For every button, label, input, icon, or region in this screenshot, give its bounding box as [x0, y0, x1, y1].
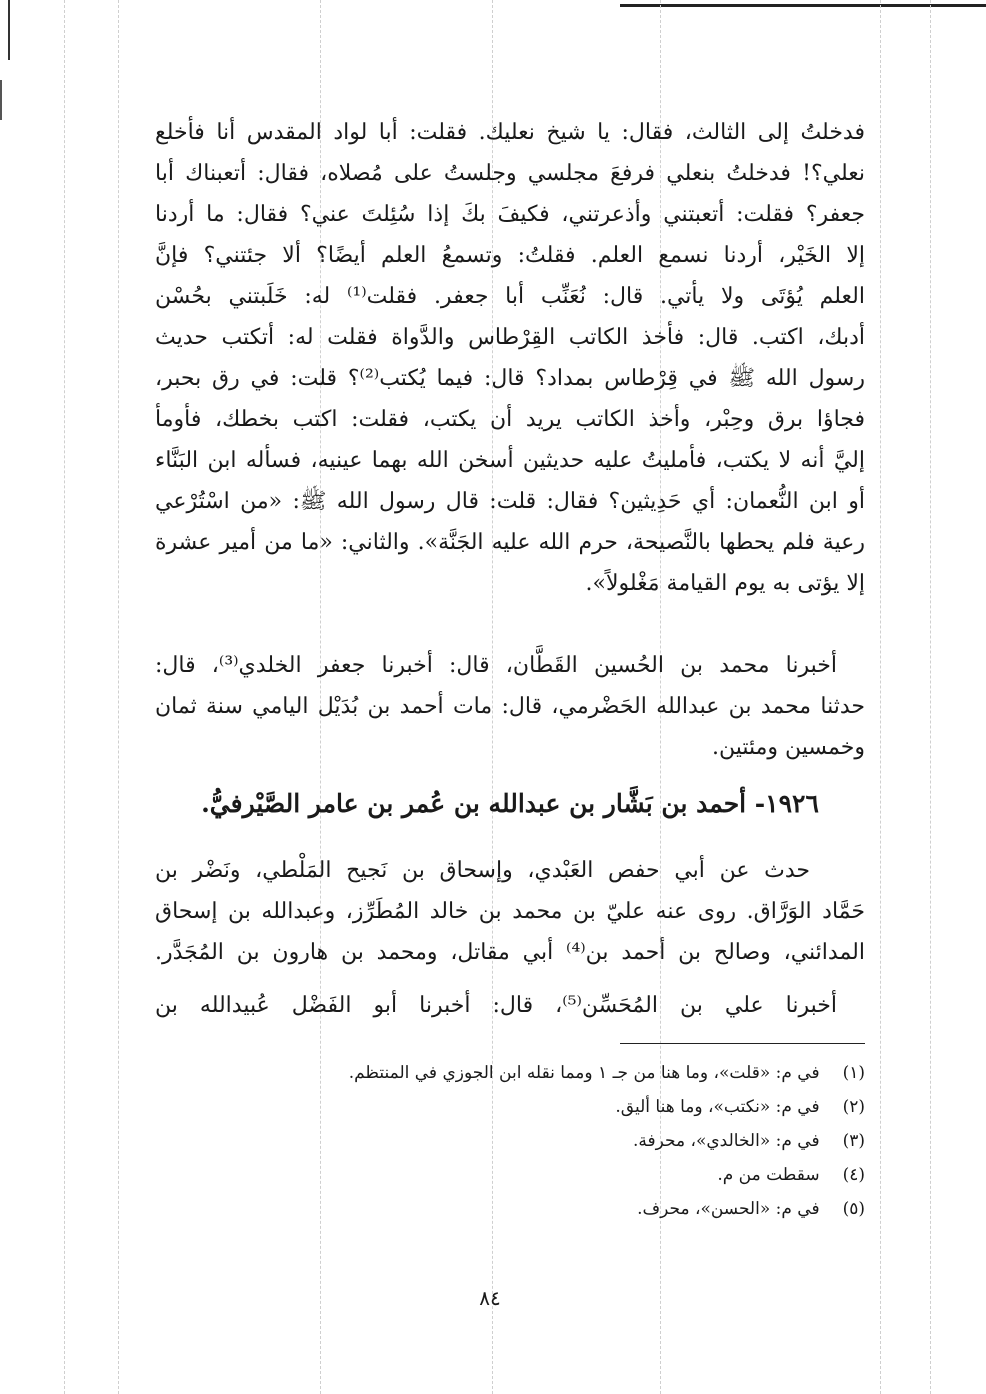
- footnote-text: في م: «قلت»، وما هنا من جـ ١ ومما نقله ابن الجوزي في المنتظم.: [348, 1063, 820, 1083]
- text-line: المدائني، وصالح بن أحمد بن⁽⁴⁾ أبي مقاتل، ومحمد بن هارون بن المُجَدَّر.: [155, 940, 865, 965]
- footnote-text: سقطت من م.: [717, 1165, 820, 1185]
- paragraph-narration: [155, 112, 865, 604]
- footnote-number: (٥): [842, 1199, 865, 1219]
- text-line: نعلي؟! فدخلتُ بنعلي فرفعَ مجلسي وجلستُ على مُصلاه، فقال: أتعبناك أبا: [155, 161, 865, 186]
- text-line: أخبرنا علي بن المُحَسِّن⁽⁵⁾، قال: أخبرنا أبو الفَضْل عُبيدالله بن: [155, 993, 837, 1018]
- text-line: أو ابن النُّعمان: أي حَدِيثين؟ فقال: قلت: قال رسول الله ﷺ: «من اسْتُرْعي: [155, 489, 865, 514]
- text-line: رسول الله ﷺ في قِرْطاس بمداد؟ قال: فيما يُكتب⁽²⁾؟ قلت: في رق بحبر،: [155, 366, 865, 391]
- text-line: جعفر؟ فقلت: أتعبتني وأذعرتني، فكيفَ بكَ إذا سُئِلتَ عني؟ فقال: ما أردنا: [155, 202, 865, 227]
- footnote-separator: [620, 1043, 865, 1044]
- scan-border-top: [620, 4, 986, 7]
- text-line: رعية فلم يحطها بالنَّصيحة، حرم الله عليه الجَنَّة». والثاني: «ما من أمير عشرة: [155, 530, 865, 555]
- text-line: حدث عن أبي حفص العَبْدي، وإسحاق بن نَجيح المَلْطي، ونَضْر بن: [155, 858, 810, 883]
- text-line: أدبك، اكتب. قال: فأخذ الكاتب القِرْطاس والدَّواة فقلت له: أتكتب حديث: [155, 325, 865, 350]
- text-line: وخمسين ومئتين.: [711, 735, 865, 760]
- scan-guide-line: [930, 0, 931, 1394]
- text-line: إلا الخَيْر، أردنا نسمع العلم. فقلتُ: وتسمعُ العلم أيضًا؟ ألا جئتني؟ فإنَّ: [155, 243, 865, 268]
- paragraph-isnad: [155, 645, 865, 768]
- text-line: حدثنا محمد بن عبدالله الحَضْرمي، قال: مات أحمد بن بُدَيْل اليامي سنة ثمان: [155, 694, 865, 719]
- footnote-number: (٤): [842, 1165, 865, 1185]
- entry-heading: ١٩٢٦- أحمد بن بَشَّار بن عبدالله بن عُمر بن عامر الصَّيْرفيُّ.: [201, 789, 819, 818]
- paragraph-isnad-continued: [155, 985, 865, 1026]
- footnote-number: (٣): [842, 1131, 865, 1151]
- text-line: إلا يؤتى به يوم القيامة مَغْلولاً».: [585, 571, 865, 596]
- text-line: حَمَّاد الوَرَّاق. روى عنه عليّ بن محمد بن خالد المُطَرِّز، وعبدالله بن إسحاق: [155, 899, 865, 924]
- scan-guide-line: [118, 0, 119, 1394]
- footnote-text: في م: «الخالدي»، محرفة.: [632, 1131, 820, 1151]
- footnote: [300, 1158, 865, 1192]
- footnotes: [300, 1056, 865, 1226]
- footnote-number: (١): [842, 1063, 865, 1083]
- footnote: [300, 1124, 865, 1158]
- footnote-text: في م: «نكتب»، وما هنا أليق.: [615, 1097, 820, 1117]
- scan-guide-line: [880, 0, 881, 1394]
- text-line: إليَّ أنه لا يكتب، فأمليتُ عليه حديثين أسخن الله بهما عينيه، فسأله ابن البَنَّاء: [155, 448, 865, 473]
- text-line: فجاؤا برق وحِبْر، وأخذ الكاتب يريد أن يكتب، فقلت: اكتب بخطك، فأومأ: [155, 407, 865, 432]
- scan-border-left: [8, 0, 10, 60]
- footnote: [300, 1192, 865, 1226]
- footnote: [300, 1056, 865, 1090]
- scan-border-left-lower: [0, 80, 2, 120]
- paragraph-biography: [155, 850, 865, 973]
- footnote: [300, 1090, 865, 1124]
- text-line: العلم يُؤتَى ولا يأتي. قال: نُعَنِّب أبا جعفر. فقلت⁽¹⁾ له: خَلَبتني بحُسْن: [155, 284, 865, 309]
- footnote-number: (٢): [842, 1097, 865, 1117]
- page-number: ٨٤: [479, 1286, 501, 1310]
- text-line: فدخلتُ إلى الثالث، فقال: يا شيخ نعليك. فقلت: أبا لواد المقدس أنا فأخلع: [155, 120, 865, 145]
- scan-guide-line: [64, 0, 65, 1394]
- footnote-text: في م: «الحسن»، محرف.: [637, 1199, 820, 1219]
- text-line: أخبرنا محمد بن الحُسين القَطَّان، قال: أخبرنا جعفر الخلدي⁽³⁾، قال:: [155, 653, 837, 678]
